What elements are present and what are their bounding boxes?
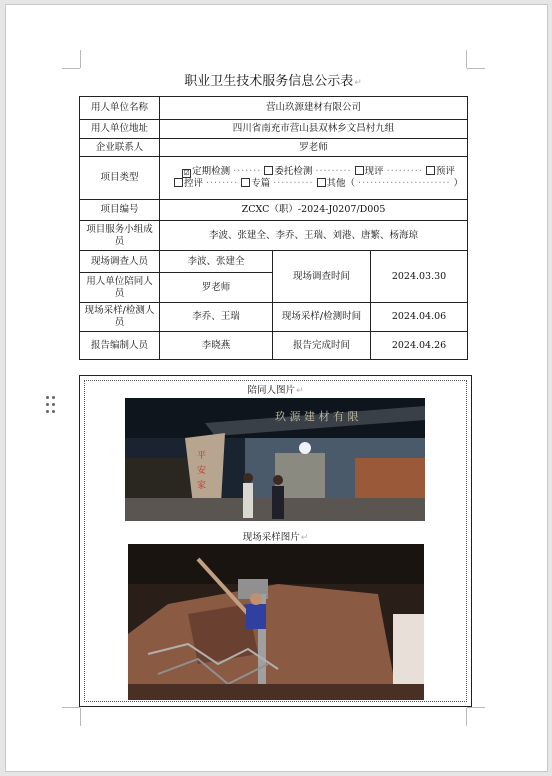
commissioned-checkbox[interactable]: 委托检测 <box>264 166 312 177</box>
accompany-photo-illustration <box>125 398 425 521</box>
current-eval-checkbox[interactable]: 现评 <box>355 166 384 177</box>
other-close: ） <box>453 178 464 189</box>
control-eval-checkbox[interactable]: 控评 <box>174 178 203 189</box>
table-row <box>80 157 468 200</box>
contact-label: 企业联系人 <box>80 139 160 157</box>
dot-leader: ······················· <box>358 178 451 189</box>
table-row <box>80 303 468 332</box>
table-row <box>80 120 468 139</box>
checked-box-icon: ☑ <box>183 169 190 177</box>
checkbox-icon <box>264 166 273 175</box>
team-label: 项目服务小组成员 <box>80 221 160 251</box>
survey-staff-value: 李波、张建全 <box>160 251 273 273</box>
address-value: 四川省南充市营山县双林乡文昌村九组 <box>160 120 468 139</box>
survey-time-label: 现场调查时间 <box>273 251 371 303</box>
type-label: 项目类型 <box>80 157 160 200</box>
report-time-label: 报告完成时间 <box>273 332 371 360</box>
type-options-line-2 <box>162 178 465 190</box>
accompany-photo-caption: 陪同人图片↵ <box>247 385 304 396</box>
dot-leader: ········ <box>206 178 239 189</box>
checkbox-icon <box>241 178 250 187</box>
drag-handle-icon[interactable] <box>46 396 58 416</box>
other-checkbox[interactable]: 其他（ <box>317 178 356 189</box>
sampling-time-label: 现场采样/检测时间 <box>273 303 371 332</box>
checkbox-icon <box>317 178 326 187</box>
team-value: 李波、张建全、李乔、王瑞、刘港、唐繁、杨海琼 <box>160 221 468 251</box>
survey-time-value: 2024.03.30 <box>371 251 468 303</box>
type-options-line-1 <box>162 166 465 178</box>
contact-value: 罗老师 <box>160 139 468 157</box>
crop-mark-bottom-left-v <box>80 708 81 726</box>
survey-staff-label: 现场调查人员 <box>80 251 160 273</box>
periodic-checkbox[interactable]: ☑ 定期检测 <box>183 166 231 177</box>
number-value: ZCXC（职）-2024-J0207/D005 <box>160 200 468 221</box>
table-row <box>80 221 468 251</box>
dot-leader: ········· <box>315 166 352 177</box>
address-label: 用人单位地址 <box>80 120 160 139</box>
crop-mark-bottom-right-h <box>467 707 485 708</box>
factory-sign-text: 玖 源 建 材 有 限 <box>275 410 359 423</box>
table-row <box>80 200 468 221</box>
report-time-value: 2024.04.26 <box>371 332 468 360</box>
table-row <box>80 251 468 273</box>
svg-text:平: 平 <box>197 451 207 461</box>
report-staff-value: 李晓燕 <box>160 332 273 360</box>
table-row <box>80 332 468 360</box>
table-row <box>80 139 468 157</box>
svg-text:家: 家 <box>197 481 207 491</box>
info-table <box>79 96 468 360</box>
crop-mark-top-right-h <box>467 68 485 69</box>
crop-mark-bottom-right-v <box>466 708 467 726</box>
type-options <box>160 157 468 200</box>
checkbox-icon <box>355 166 364 175</box>
crop-mark-top-left-h <box>62 68 80 69</box>
special-checkbox[interactable]: 专篇 <box>241 178 270 189</box>
crop-mark-top-right-v <box>466 50 467 68</box>
pre-eval-checkbox[interactable]: 预评 <box>426 166 455 177</box>
sampling-photo-illustration <box>128 544 424 700</box>
sampling-staff-value: 李乔、王瑞 <box>160 303 273 332</box>
number-label: 项目编号 <box>80 200 160 221</box>
accompany-photo <box>125 398 425 521</box>
checkbox-icon <box>174 178 183 187</box>
sampling-photo <box>128 544 424 700</box>
dot-leader: ······· <box>233 166 262 177</box>
sampling-time-value: 2024.04.06 <box>371 303 468 332</box>
checkbox-icon <box>426 166 435 175</box>
svg-text:安: 安 <box>197 466 207 476</box>
employer-value: 营山玖源建材有限公司 <box>160 97 468 120</box>
crop-mark-top-left-v <box>80 50 81 68</box>
report-staff-label: 报告编制人员 <box>80 332 160 360</box>
document-title <box>80 70 466 94</box>
document-title-text: 职业卫生技术服务信息公示表 <box>184 74 354 89</box>
dot-leader: ········· <box>386 166 423 177</box>
table-row <box>80 97 468 120</box>
accompany-value: 罗老师 <box>160 273 273 303</box>
photo-section <box>79 375 472 707</box>
dot-leader: ·········· <box>273 178 314 189</box>
sampling-staff-label: 现场采样/检测人员 <box>80 303 160 332</box>
accompany-label: 用人单位陪同人员 <box>80 273 160 303</box>
crop-mark-bottom-left-h <box>62 707 80 708</box>
paragraph-mark-icon: ↵ <box>354 78 362 88</box>
sampling-photo-caption: 现场采样图片↵ <box>242 532 309 543</box>
employer-label: 用人单位名称 <box>80 97 160 120</box>
photo-section-inner <box>84 380 467 702</box>
